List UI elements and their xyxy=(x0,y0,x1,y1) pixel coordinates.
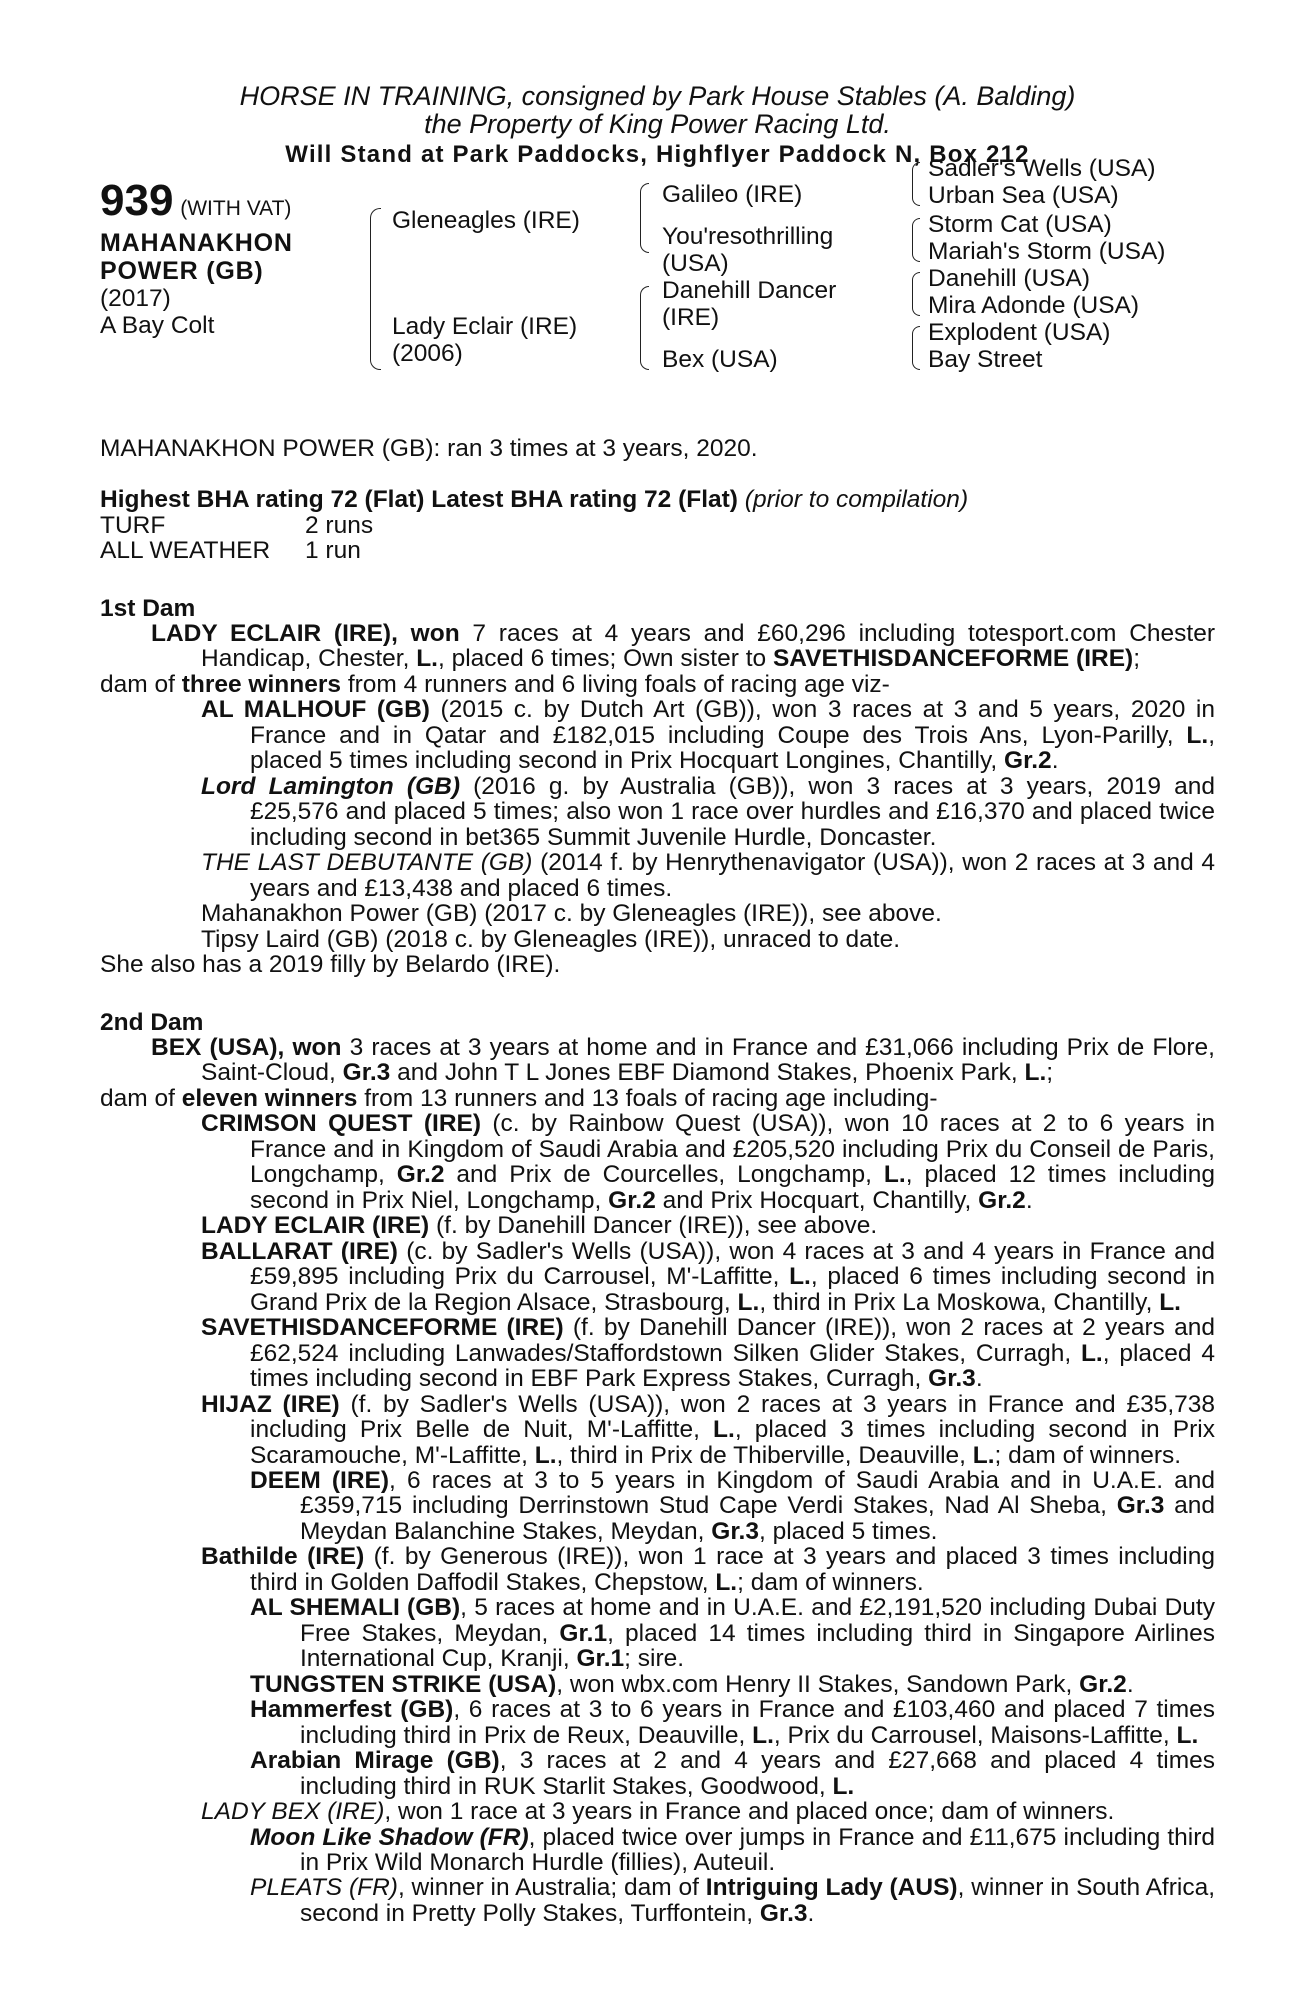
first-dam-heading: 1st Dam xyxy=(100,594,196,622)
produce-al-malhouf: AL MALHOUF (GB) (2015 c. by Dutch Art (GB)), won 3 races at 3 and 5 years, 2020 in France and in Qatar and £182,015 including Coupe des Trois Ans, Lyon-Parilly, L., placed 5 times including second in Prix Hocquart Longines, Chantilly, Gr.2. xyxy=(201,696,1215,775)
produce-tungsten-strike: TUNGSTEN STRIKE (USA), won wbx.com Henry II Stakes, Sandown Park, Gr.2. xyxy=(250,1670,1134,1698)
dam-year: (2006) xyxy=(392,339,463,367)
brace-dam xyxy=(640,286,649,370)
lot-number: 939 xyxy=(100,175,174,225)
dam-dam: Bex (USA) xyxy=(662,345,778,373)
sire-dam-dam: Mariah's Storm (USA) xyxy=(928,237,1166,265)
sire-dam-1: You'resothrilling xyxy=(662,222,834,250)
horse-name-1: MAHANAKHON xyxy=(100,228,293,257)
second-dam-produce-summary: dam of eleven winners from 13 runners and 13 foals of racing age including- xyxy=(100,1084,938,1112)
first-dam-produce-summary: dam of three winners from 4 runners and 6 living foals of racing age viz- xyxy=(100,670,890,698)
produce-lady-bex: LADY BEX (IRE), won 1 race at 3 years in France and placed once; dam of winners. xyxy=(201,1798,1115,1826)
sire-sire-sire: Sadler's Wells (USA) xyxy=(928,154,1156,182)
race-summary: MAHANAKHON POWER (GB): ran 3 times at 3 years, 2020. xyxy=(100,434,758,462)
produce-deem: DEEM (IRE), 6 races at 3 to 5 years in Kingdom of Saudi Arabia and in U.A.E. and £359,715 including Derrinstown Stud Cape Verdi Stakes, Nad Al Sheba, Gr.3 and Meydan Balanchine Stakes, Meydan, Gr.3, placed 5 times. xyxy=(250,1466,1216,1545)
bha-rating-text: Highest BHA rating 72 (Flat) Latest BHA rating 72 (Flat) xyxy=(100,486,738,514)
produce-moon-like-shadow: Moon Like Shadow (FR), placed twice over jumps in France and £11,675 including third in Prix Wild Monarch Hurdle (fillies), Auteuil. xyxy=(250,1823,1215,1877)
second-dam-section xyxy=(100,1010,1215,1927)
produce-2019-filly: She also has a 2019 filly by Belardo (IRE). xyxy=(100,951,561,979)
lot-number-block xyxy=(100,175,292,225)
first-dam-section xyxy=(100,596,1215,978)
stand-location: Will Stand at Park Paddocks, Highflyer Paddock N, Box 212 xyxy=(285,140,1030,168)
horse-description: A Bay Colt xyxy=(100,311,215,339)
dam-dam-sire: Explodent (USA) xyxy=(928,318,1111,346)
brace-4d xyxy=(912,326,920,370)
sire-sire-dam: Urban Sea (USA) xyxy=(928,181,1119,209)
dam-dam-dam: Bay Street xyxy=(928,345,1043,373)
brace-main xyxy=(370,208,381,370)
sire-dam-2: (USA) xyxy=(662,249,729,277)
brace-sire xyxy=(640,183,649,253)
produce-pleats: PLEATS (FR), winner in Australia; dam of Intriguing Lady (AUS), winner in South Africa, second in Pretty Polly Stakes, Turffontein, Gr.3. xyxy=(250,1874,1215,1927)
produce-bathilde: Bathilde (IRE) (f. by Generous (IRE)), won 1 race at 3 years and placed 3 times including third in Golden Daffodil Stakes, Chepstow, L.; dam of winners. xyxy=(201,1543,1215,1596)
produce-crimson-quest: CRIMSON QUEST (IRE) (c. by Rainbow Quest (USA)), won 10 races at 2 to 6 years in France and in Kingdom of Saudi Arabia and £205,520 including Prix du Conseil de Paris, Longchamp, Gr.2 and Prix de Courcelles, Longchamp, L., placed 12 times including second in Prix Niel, Longchamp, Gr.2 and Prix Hocquart, Chantilly, Gr.2. xyxy=(201,1110,1215,1214)
vat-label: (WITH VAT) xyxy=(180,196,292,220)
catalogue-page xyxy=(100,82,1215,1926)
produce-hammerfest: Hammerfest (GB), 6 races at 3 to 6 years in France and £103,460 and placed 7 times including third in Prix de Reux, Deauville, L., Prix du Carrousel, Maisons-Laffitte, L. xyxy=(250,1696,1216,1749)
brace-4b xyxy=(912,218,920,262)
produce-lady-eclair: LADY ECLAIR (IRE) (f. by Danehill Dancer (IRE)), see above. xyxy=(201,1212,878,1240)
dam-sire-1: Danehill Dancer xyxy=(662,276,837,304)
first-dam-record: LADY ECLAIR (IRE), won 7 races at 4 years and £60,296 including totesport.com Chester Handicap, Chester, L., placed 6 times; Own sister to SAVETHISDANCEFORME (IRE); xyxy=(151,619,1216,673)
produce-ballarat: BALLARAT (IRE) (c. by Sadler's Wells (USA)), won 4 races at 3 and 4 years in France and £59,895 including Prix du Carrousel, M'-Laffitte, L., placed 6 times including second in Grand Prix de la Region Alsace, Strasbourg, L., third in Prix La Moskowa, Chantilly, L. xyxy=(201,1237,1215,1316)
horse-name-2: POWER (GB) xyxy=(100,256,264,285)
produce-savethisdanceforme: SAVETHISDANCEFORME (IRE) (f. by Danehill Dancer (IRE)), won 2 races at 2 years and £62,524 including Lanwades/Staffordstown Silken Glider Stakes, Curragh, L., placed 4 times including second in EBF Park Express Stakes, Curragh, Gr.3. xyxy=(201,1314,1215,1393)
produce-lord-lamington: Lord Lamington (GB) (2016 g. by Australia (GB)), won 3 races at 3 years, 2019 and £25,576 and placed 5 times; also won 1 race over hurdles and £16,370 and placed twice including second in bet365 Summit Juvenile Hurdle, Doncaster. xyxy=(201,772,1215,851)
produce-al-shemali: AL SHEMALI (GB), 5 races at home and in U.A.E. and £2,191,520 including Dubai Duty Free Stakes, Meydan, Gr.1, placed 14 times including third in Singapore Airlines International Cup, Kranji, Gr.1; sire. xyxy=(250,1594,1215,1673)
bha-ratings xyxy=(100,487,1215,563)
dam: Lady Eclair (IRE) xyxy=(392,312,578,340)
bha-note: (prior to compilation) xyxy=(744,486,969,514)
consignor-line: HORSE IN TRAINING, consigned by Park House Stables (A. Balding) the Property of King Power Racing Ltd. xyxy=(239,81,1076,140)
produce-arabian-mirage: Arabian Mirage (GB), 3 races at 2 and 4 years and £27,668 and placed 4 times including third in RUK Starlit Stakes, Goodwood, L. xyxy=(250,1747,1215,1800)
produce-tipsy-laird: Tipsy Laird (GB) (2018 c. by Gleneagles (IRE)), unraced to date. xyxy=(201,925,901,953)
dam-sire-dam: Mira Adonde (USA) xyxy=(928,291,1140,319)
second-dam-heading: 2nd Dam xyxy=(100,1008,204,1036)
foaling-year: (2017) xyxy=(100,284,171,312)
sire-sire: Galileo (IRE) xyxy=(662,180,803,208)
dam-sire-sire: Danehill (USA) xyxy=(928,264,1091,292)
all-weather-runs: ALL WEATHER 1 run xyxy=(100,537,361,565)
turf-runs: TURF 2 runs xyxy=(100,511,374,539)
produce-hijaz: HIJAZ (IRE) (f. by Sadler's Wells (USA)), won 2 races at 3 years in France and £35,738 including Prix Belle de Nuit, M'-Laffitte, L., placed 3 times including second in Prix Scaramouche, M'-Laffitte, L., third in Prix de Thiberville, Deauville, L.; dam of winners. xyxy=(201,1390,1216,1469)
brace-4c xyxy=(912,272,920,316)
sire: Gleneagles (IRE) xyxy=(392,206,580,234)
produce-last-debutante: THE LAST DEBUTANTE (GB) (2014 f. by Henrythenavigator (USA)), won 2 races at 3 and 4 years and £13,438 and placed 6 times. xyxy=(201,849,1216,902)
sire-dam-sire: Storm Cat (USA) xyxy=(928,210,1112,238)
dam-sire-2: (IRE) xyxy=(662,303,720,331)
produce-mahanakhon-power: Mahanakhon Power (GB) (2017 c. by Gleneagles (IRE)), see above. xyxy=(201,900,942,928)
brace-4a xyxy=(912,162,920,206)
second-dam-record: BEX (USA), won 3 races at 3 years at home and in France and £31,066 including Prix de Flore, Saint-Cloud, Gr.3 and John T L Jones EBF Diamond Stakes, Phoenix Park, L.; xyxy=(151,1034,1215,1087)
